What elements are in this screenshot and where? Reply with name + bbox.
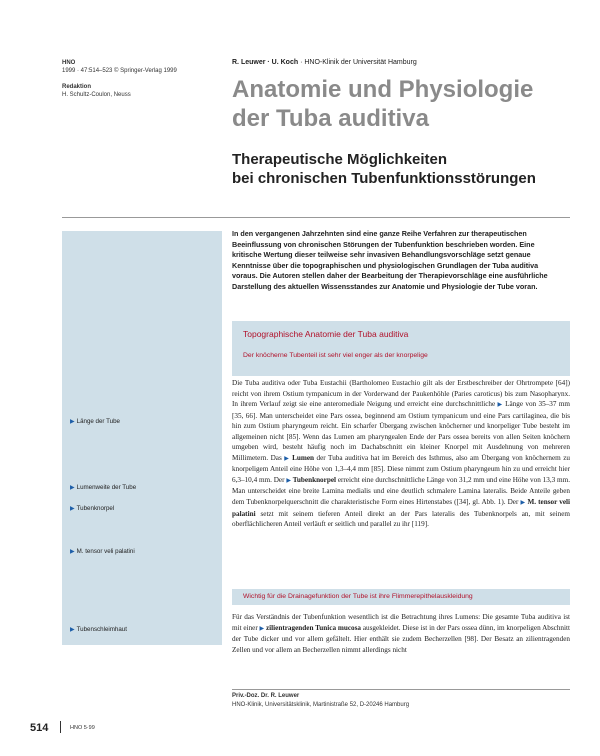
para1-text-b: Länge von 35–37 mm [35, 66]. Man unterscheidet eine Pars ossea, beginnend am Ostium tympanicum und eine Pars cartilaginea, die bis hin zum Ostium pharyngeum reicht. Ein scharfer Übergang zwischen knöcherner und knorpeliger Tube besteht im allgemeinen nicht [85]. Wenn das Lumen am pharyngealen Ende der Pars ossea bereits von allen Seiten knöchern umgeben wird, besteht häufig noch im Dachabschnitt ein kleiner Knorpel mit Ausdehnung von mehreren Millimetern. Das [232, 400, 570, 462]
body-paragraph-1 [232, 378, 570, 530]
keyword-lumen: Lumen [292, 453, 315, 462]
margin-note [70, 548, 135, 555]
para1-text-a: Die Tuba auditiva oder Tuba Eustachii (Bartholomeo Eustachio gilt als der Erstbeschreiber der Ohrtrompete [64]) reicht von ihrem Ostium tympanicum in der Vorderwand der Paukenhöhle (Paries caroticus) bis zum Nasopharynx. In ihrem Verlauf zeigt sie eine anteromediale Neigung und erreicht eine durchschnittliche [232, 379, 570, 409]
redaktion-label: Redaktion [62, 84, 92, 90]
title-line-2: der Tuba auditiva [232, 105, 429, 132]
top-divider [62, 217, 570, 218]
triangle-icon: ▶ [284, 455, 290, 462]
keyword-tensor: M. tensor veli palatini [232, 498, 571, 518]
author-line [232, 59, 417, 66]
section-heading: Topographische Anatomie der Tuba auditiva [243, 329, 409, 339]
journal-issue: HNO 5·99 [70, 725, 95, 731]
margin-note [70, 418, 120, 425]
page-number: 514 [30, 722, 49, 734]
margin-sidebar [62, 231, 222, 645]
subtitle-line-1: Therapeutische Möglichkeiten [232, 151, 448, 168]
subheading-bone: Der knöcherne Tubenteil ist sehr viel enger als der knorpelige [243, 352, 428, 359]
margin-note [70, 626, 127, 633]
journal-citation: 1999 · 47:514–523 © Springer-Verlag 1999 [62, 68, 177, 74]
triangle-icon: ▶ [70, 549, 75, 555]
para1-text-f: erreicht eine durchschnittliche Länge von 31,2 mm und eine Höhe von 13,3 mm. Man unterscheidet eine breite Lamina medialis und eine deutlich schmalere Lamina lateralis. Beide Anteile geben dem Tubenknorpelquerschnitt die charakteristische Form eines Hirtenstabes ([34], gl. Abb. 1). Der [232, 475, 570, 507]
authors: R. Leuwer · U. Koch [232, 59, 299, 66]
triangle-icon: ▶ [70, 627, 75, 633]
margin-note-text: Tubenknorpel [76, 505, 115, 512]
journal-name: HNO [62, 60, 76, 66]
margin-note [70, 505, 114, 512]
triangle-icon: ▶ [70, 485, 75, 491]
para1-text-d: der Tuba auditiva hat im Bereich des Isthmus, also am Übergang von knöchernem zu knorpeligem Anteil eine Höhe von 1,3–4,4 mm [85]. Diese nimmt zum Ostium pharyngeum hin zu und erreicht hier 6,3–10,4 mm. Der [232, 453, 571, 484]
margin-note-text: Lumenweite der Tube [76, 484, 137, 491]
triangle-icon: ▶ [286, 477, 291, 484]
footer-separator [60, 721, 61, 733]
triangle-icon: ▶ [70, 506, 75, 512]
margin-note-text: M. tensor veli palatini [76, 548, 135, 555]
keyword-tunica: zilientragenden Tunica mucosa [265, 623, 362, 632]
subtitle-line-2: bei chronischen Tubenfunktionsstörungen [232, 170, 536, 187]
triangle-icon: ▶ [259, 625, 265, 632]
affiliation: · HNO-Klinik der Universität Hamburg [298, 59, 417, 66]
correspondence-divider [232, 689, 570, 690]
abstract: In den vergangenen Jahrzehnten sind eine ganze Reihe Verfahren zur therapeutischen Beeinflussung von chronischen Störungen der Tubenfunktion beschrieben worden. Eine kritische Wertung dieser teilweise sehr invasiven Behandlungsvorschläge setzt genaue Kenntnisse über die topographischen und physiologischen Grundlagen der Tuba auditiva voraus. Die Autoren stellen daher der Bearbeitung der Therapievorschläge eine ausführliche Darstellung des aktuellen Wissensstandes zur Anatomie und Physiologie der Tube voran. [232, 229, 548, 291]
triangle-icon: ▶ [520, 500, 526, 507]
subheading-epithelium: Wichtig für die Drainagefunktion der Tube ist ihre Flimmerepithelauskleidung [243, 593, 473, 600]
para2-text-a: Für das Verständnis der Tubenfunktion wesentlich ist die Betrachtung ihres Lumens: Die gesamte Tuba auditiva ist mit einer [232, 613, 570, 632]
margin-note [70, 484, 136, 491]
article-subtitle [232, 150, 572, 188]
body-paragraph-2 [232, 612, 570, 655]
triangle-icon: ▶ [497, 402, 503, 409]
keyword-tubenknorpel: Tubenknorpel [292, 475, 337, 484]
title-line-1: Anatomie und Physiologie [232, 76, 534, 103]
margin-note-text: Länge der Tube [76, 418, 120, 425]
para2-text-c: ausgekleidet. Diese ist in der Pars ossea dünn, im knorpeligen Abschnitt der Tube dicker und vor allem gefältelt. Hier enthält sie zudem Becherzellen [98]. Der Besatz an zilientragenden Zellen und vor allem an Becherzellen nimmt allerdings nicht [232, 623, 571, 654]
triangle-icon: ▶ [70, 419, 75, 425]
para1-text-h: setzt mit seinem tieferen Anteil direkt an der Pars lateralis des Tubenknorpels an, mit seinem oberflächlicheren Anteil verläuft er seitlich und parallel zu ihr [119]. [232, 509, 570, 529]
correspondence-name: Priv.-Doz. Dr. R. Leuwer [232, 693, 300, 699]
article-title [232, 75, 572, 133]
margin-note-text: Tubenschleimhaut [76, 626, 127, 633]
correspondence-address: HNO-Klinik, Universitätsklinik, Martinistraße 52, D-20246 Hamburg [232, 702, 410, 708]
redaktion-name: H. Schultz-Coulon, Neuss [62, 92, 131, 98]
